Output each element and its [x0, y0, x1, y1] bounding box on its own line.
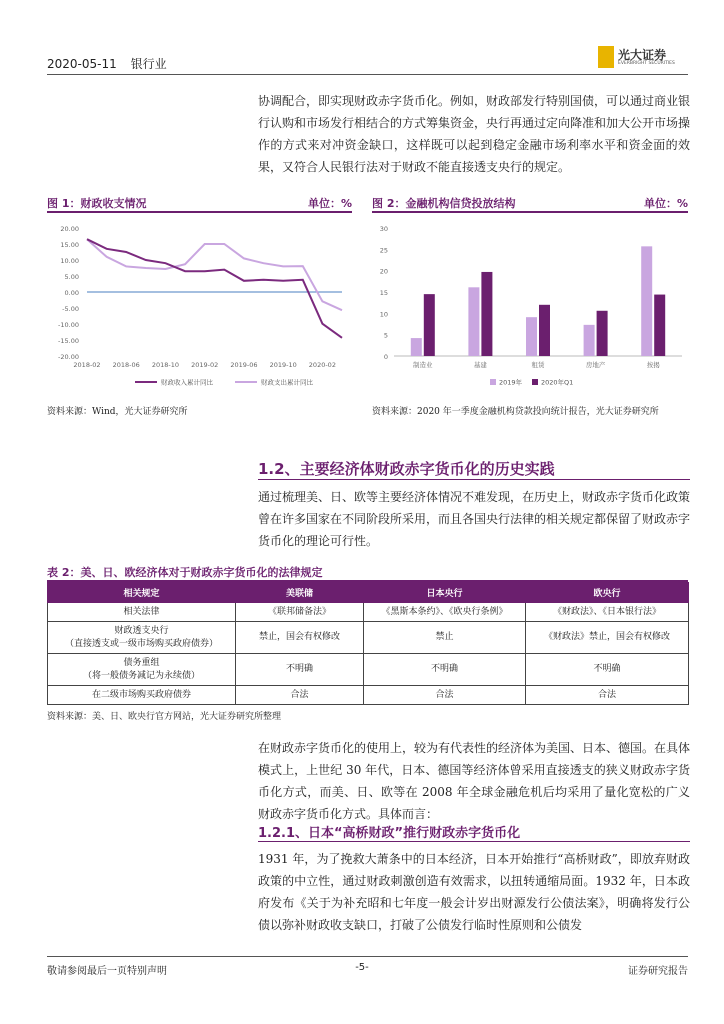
report-sector: 银行业 — [130, 57, 167, 71]
table2-source: 资料来源：美、日、欧央行官方网站，光大证券研究所整理 — [47, 712, 282, 722]
bar — [584, 325, 595, 356]
logo-name: 光大证券 — [618, 48, 667, 62]
series-line — [87, 239, 342, 310]
footer-disclaimer: 敬请参阅最后一页特别声明 — [47, 966, 167, 977]
x-tick-label: 2019-06 — [230, 361, 258, 369]
legend-swatch — [490, 379, 496, 385]
fig2-chart — [372, 216, 688, 398]
header-rule — [47, 74, 688, 75]
y-tick-label: 5 — [383, 331, 388, 340]
fig2-title: 图 2：金融机构信贷投放结构 — [372, 197, 516, 210]
body-paragraph: 在财政赤字货币化的使用上，较为有代表性的经济体为美国、日本、德国。在具体模式上，上世纪 30 年代，日本、德国等经济体曾采用直接透支的狭义财政赤字货币化方式，而美、日、欧等在 2008 年全球金融危机后均采用了量化宽松的广义财政赤字货币化方式。具体而言： — [258, 741, 691, 821]
y-tick-label: 10 — [379, 310, 388, 319]
table-cell: 禁止 — [364, 622, 526, 654]
y-tick-label: 15.00 — [60, 241, 79, 249]
section-1-2-1-paragraph: 1931 年，为了挽救大萧条中的日本经济，日本开始推行“高桥财政”，即放弃财政政策的中立性，通过财政刺激创造有效需求，以扭转通缩局面。1932 年，日本政府发布《关于为补充昭和七年度一般会计岁出财源发行公债法案》，明确将发行公债以弥补财政收支缺口，打破了公债发行临时性原则和公债发 — [258, 852, 690, 932]
bar — [411, 338, 422, 356]
bar — [481, 272, 492, 356]
y-tick-label: -5.00 — [62, 305, 79, 313]
x-tick-label: 2019-02 — [191, 361, 219, 369]
section-1-2-1-rule — [258, 841, 690, 842]
logo-mark-icon — [598, 46, 614, 68]
table-cell: 不明确 — [526, 654, 689, 686]
table-cell: 不明确 — [364, 654, 526, 686]
y-tick-label: -10.00 — [58, 321, 79, 329]
y-tick-label: 30 — [379, 225, 388, 233]
y-tick-label: -20.00 — [58, 353, 79, 361]
company-logo — [598, 44, 688, 70]
table-header-cell: 日本央行 — [364, 583, 526, 603]
bar — [424, 294, 435, 356]
x-tick-label: 基建 — [473, 361, 487, 369]
page-header — [47, 55, 177, 72]
y-tick-label: 20 — [379, 267, 388, 276]
y-tick-label: 0 — [383, 353, 388, 361]
legend-label: 财政收入累计同比 — [161, 378, 213, 387]
table2-title: 表 2：美、日、欧经济体对于财政赤字货币化的法律规定 — [47, 566, 323, 579]
y-tick-label: 5.00 — [64, 273, 79, 281]
table-cell: 《财政法》、《日本银行法》 — [526, 603, 689, 622]
fig1-source: 资料来源：Wind，光大证券研究所 — [47, 407, 188, 417]
section-1-2-title: 1.2、主要经济体财政赤字货币化的历史实践 — [258, 460, 555, 478]
footer-rule — [47, 956, 688, 957]
table-cell: 《黑斯本条约》、《欧央行条例》 — [364, 603, 526, 622]
intro-paragraph: 协调配合，即实现财政赤字货币化。例如，财政部发行特别国债，可以通过商业银行认购和市场发行相结合的方式筹集资金，央行再通过定向降准和加大公开市场操作的方式来对冲资金缺口，这样既可以起到稳定金融市场利率水平和资金面的效果，又符合人民银行法对于财政不能直接透支央行的规定。 — [258, 94, 691, 174]
fig1-title: 图 1：财政收支情况 — [47, 197, 147, 210]
section-1-2-paragraph: 通过梳理美、日、欧等主要经济体情况不难发现，在历史上，财政赤字货币化政策曾在许多国家在不同阶段所采用，而且各国央行法律的相关规定都保留了财政赤字货币化的理论可行性。 — [258, 490, 691, 548]
series-line — [87, 239, 342, 338]
fig2-source: 资料来源：2020 年一季度金融机构贷款投向统计报告，光大证券研究所 — [372, 407, 659, 417]
table-cell: 合法 — [236, 686, 364, 705]
x-tick-label: 制造业 — [413, 361, 433, 369]
x-tick-label: 租赁 — [531, 361, 545, 369]
table-cell: 合法 — [364, 686, 526, 705]
y-tick-label: 10.00 — [60, 257, 79, 265]
fig2-rule — [372, 211, 688, 213]
table-cell: 《联邦储备法》 — [236, 603, 364, 622]
table-cell: 在二级市场购买政府债券 — [48, 686, 236, 705]
table-row — [48, 603, 689, 622]
fig1-chart — [47, 216, 352, 398]
legend-label: 财政支出累计同比 — [261, 378, 313, 387]
section-1-2-1-title: 1.2.1、日本“高桥财政”推行财政赤字货币化 — [258, 826, 521, 841]
bar — [539, 305, 550, 356]
table-row — [48, 622, 689, 654]
table-cell: 不明确 — [236, 654, 364, 686]
legend-label: 2019年 — [499, 378, 523, 387]
table-header-cell: 相关规定 — [48, 583, 236, 603]
table-header-cell: 欧央行 — [526, 583, 689, 603]
table-cell: 财政透支央行 （直接透支或一级市场购买政府债券） — [48, 622, 236, 654]
table-cell: 合法 — [526, 686, 689, 705]
legend-label: 2020年Q1 — [541, 378, 574, 387]
y-tick-label: -15.00 — [58, 337, 79, 345]
bar — [468, 287, 479, 356]
table-header-cell: 美联储 — [236, 583, 364, 603]
bar — [641, 246, 652, 356]
table-cell: 相关法律 — [48, 603, 236, 622]
fig1-unit: 单位：% — [307, 197, 352, 210]
bar — [654, 295, 665, 356]
fig1-rule — [47, 211, 352, 213]
x-tick-label: 2018-10 — [151, 361, 180, 369]
law-table — [47, 582, 689, 705]
y-tick-label: 15 — [379, 289, 388, 297]
logo-english-name: EVERBRIGHT SECURITIES — [618, 61, 675, 66]
bar — [597, 311, 608, 356]
table-row — [48, 654, 689, 686]
table-row — [48, 686, 689, 705]
table-cell: 《财政法》禁止，国会有权修改 — [526, 622, 689, 654]
bar — [526, 317, 537, 356]
page-number: -5- — [355, 962, 369, 973]
report-date: 2020-05-11 — [47, 57, 117, 71]
x-tick-label: 2020-02 — [308, 361, 336, 369]
fig2-unit: 单位：% — [643, 197, 688, 210]
y-tick-label: 0.00 — [64, 289, 79, 297]
section-1-2-rule — [258, 479, 690, 480]
x-tick-label: 2018-02 — [73, 361, 101, 369]
x-tick-label: 房地产 — [585, 361, 606, 369]
y-tick-label: 25 — [379, 246, 388, 255]
table-cell: 禁止，国会有权修改 — [236, 622, 364, 654]
x-tick-label: 按揭 — [646, 361, 660, 369]
table-cell: 债务重组 （将一般债务减记为永续债） — [48, 654, 236, 686]
x-tick-label: 2018-06 — [112, 361, 140, 369]
y-tick-label: 20.00 — [60, 225, 79, 233]
x-tick-label: 2019-10 — [269, 361, 297, 369]
table-header-row — [48, 583, 689, 603]
legend-swatch — [532, 379, 538, 385]
footer-report-type: 证券研究报告 — [628, 966, 688, 977]
